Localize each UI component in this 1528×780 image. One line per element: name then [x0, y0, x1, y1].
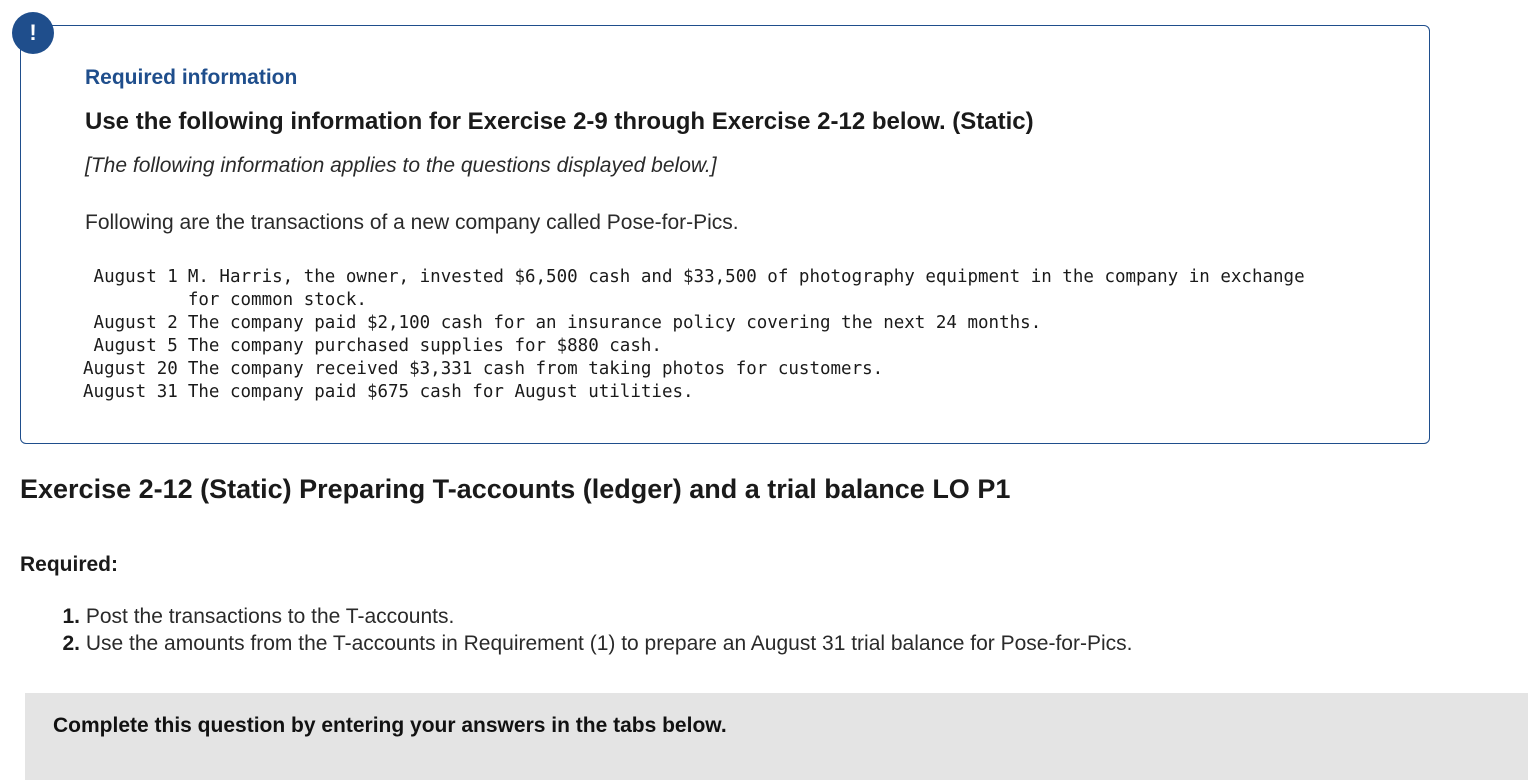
info-note: [The following information applies to the questions displayed below.]	[85, 154, 717, 177]
requirement-number: 2.	[62, 632, 80, 655]
info-intro: Following are the transactions of a new company called Pose-for-Pics.	[85, 211, 739, 234]
requirement-item	[50, 630, 1132, 657]
exclamation-icon: !	[12, 12, 54, 54]
exercise-title: Exercise 2-12 (Static) Preparing T-accounts (ledger) and a trial balance LO P1	[20, 474, 1011, 504]
transaction-row	[83, 312, 1338, 335]
requirement-text: Post the transactions to the T-accounts.	[85, 605, 455, 628]
transaction-date: August 20	[83, 359, 178, 379]
transaction-description: The company purchased supplies for $880 cash.	[187, 336, 662, 356]
transaction-description: M. Harris, the owner, invested $6,500 cash and $33,500 of photography equipment in the company in exchange for common stock.	[187, 267, 1305, 310]
transaction-row	[83, 335, 1338, 358]
requirement-text: Use the amounts from the T-accounts in Requirement (1) to prepare an August 31 trial balance for Pose-for-Pics.	[85, 632, 1133, 655]
transaction-description: The company paid $675 cash for August utilities.	[187, 382, 694, 402]
transaction-date: August 1	[93, 267, 178, 287]
transactions-table	[83, 266, 1338, 404]
instructions-text: Complete this question by entering your answers in the tabs below.	[53, 714, 727, 737]
transaction-date: August 5	[93, 336, 178, 356]
transaction-date: August 2	[93, 313, 178, 333]
instructions-band	[25, 693, 1528, 780]
info-heading: Use the following information for Exercise 2-9 through Exercise 2-12 below. (Static)	[85, 108, 1034, 135]
transaction-description: The company received $3,331 cash from taking photos for customers.	[187, 359, 884, 379]
transaction-date: August 31	[83, 382, 178, 402]
info-title: Required information	[85, 66, 298, 89]
requirement-item	[50, 603, 1132, 630]
required-information-box	[20, 25, 1430, 444]
required-label: Required:	[20, 553, 119, 576]
requirements-list	[50, 603, 1132, 657]
transaction-description: The company paid $2,100 cash for an insurance policy covering the next 24 months.	[187, 313, 1042, 333]
transaction-row	[83, 358, 1338, 381]
requirement-number: 1.	[62, 605, 80, 628]
transaction-row	[83, 381, 1338, 404]
transaction-row	[83, 266, 1338, 312]
